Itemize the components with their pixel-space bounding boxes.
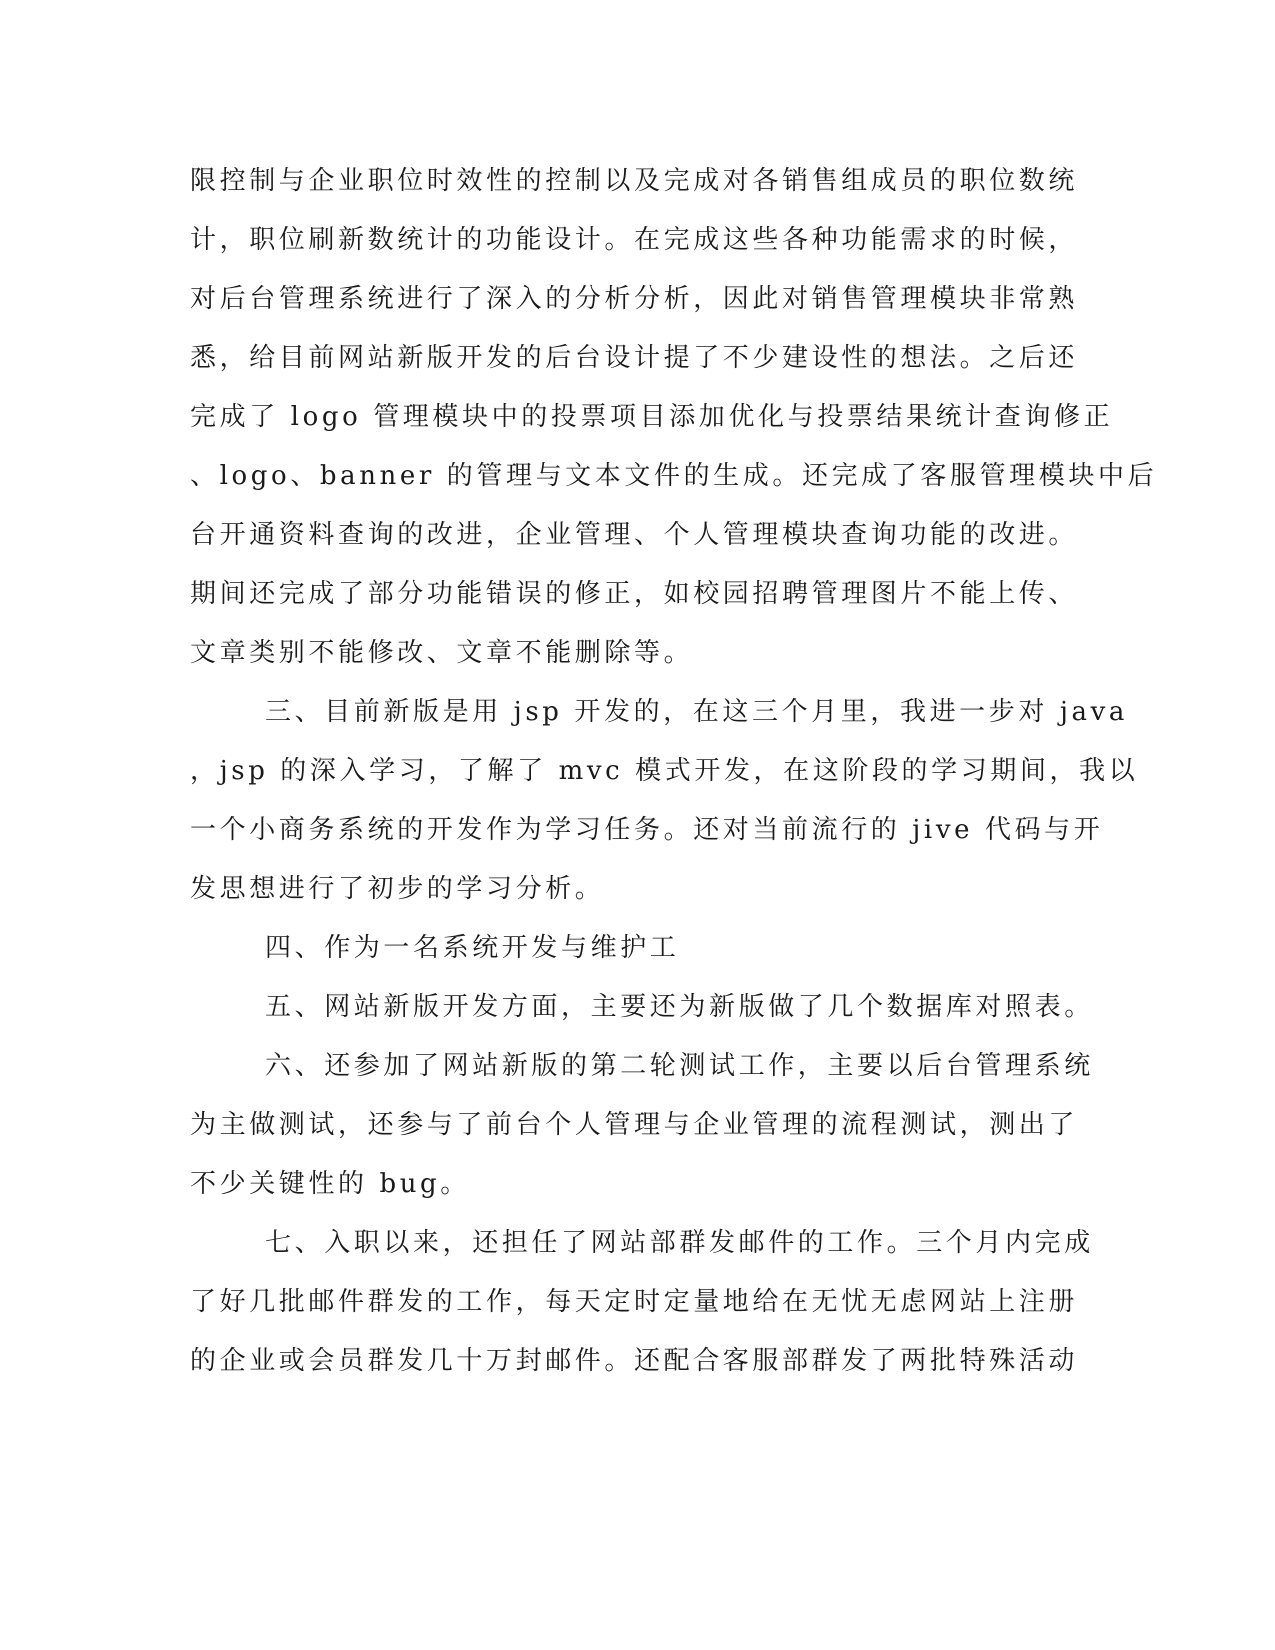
text-line: 文章类别不能修改、文章不能删除等。 — [190, 638, 694, 668]
text-line: 为主做测试，还参与了前台个人管理与企业管理的流程测试，测出了 — [190, 1110, 1079, 1140]
text-line: 的企业或会员群发几十万封邮件。还配合客服部群发了两批特殊活动 — [190, 1346, 1079, 1376]
text-line: 发思想进行了初步的学习分析。 — [190, 874, 605, 904]
text-line: 期间还完成了部分功能错误的修正，如校园招聘管理图片不能上传、 — [190, 579, 1079, 609]
paragraph-four-line: 四、作为一名系统开发与维护工 — [265, 933, 680, 963]
text-line: ，jsp 的深入学习，了解了 mvc 模式开发，在这阶段的学习期间，我以 — [190, 756, 1139, 786]
text-line: 不少关键性的 bug。 — [190, 1169, 470, 1199]
text-line: 对后台管理系统进行了深入的分析分析，因此对销售管理模块非常熟 — [190, 284, 1079, 314]
text-line: 悉，给目前网站新版开发的后台设计提了不少建设性的想法。之后还 — [190, 343, 1079, 373]
text-line: 计，职位刷新数统计的功能设计。在完成这些各种功能需求的时候， — [190, 225, 1079, 255]
paragraph-five-line: 五、网站新版开发方面，主要还为新版做了几个数据库对照表。 — [265, 992, 1094, 1022]
paragraph-six-first-line: 六、还参加了网站新版的第二轮测试工作，主要以后台管理系统 — [265, 1051, 1094, 1081]
text-line: 、logo、banner 的管理与文本文件的生成。还完成了客服管理模块中后 — [190, 461, 1158, 491]
paragraph-three-first-line: 三、目前新版是用 jsp 开发的，在这三个月里，我进一步对 java — [265, 697, 1128, 727]
text-line: 了好几批邮件群发的工作，每天定时定量地给在无忧无虑网站上注册 — [190, 1287, 1079, 1317]
text-line: 完成了 logo 管理模块中的投票项目添加优化与投票结果统计查询修正 — [190, 402, 1114, 432]
text-line: 一个小商务系统的开发作为学习任务。还对当前流行的 jive 代码与开 — [190, 815, 1104, 845]
text-line: 限控制与企业职位时效性的控制以及完成对各销售组成员的职位数统 — [190, 166, 1079, 196]
text-line: 台开通资料查询的改进，企业管理、个人管理模块查询功能的改进。 — [190, 520, 1079, 550]
paragraph-seven-first-line: 七、入职以来，还担任了网站部群发邮件的工作。三个月内完成 — [265, 1228, 1094, 1258]
